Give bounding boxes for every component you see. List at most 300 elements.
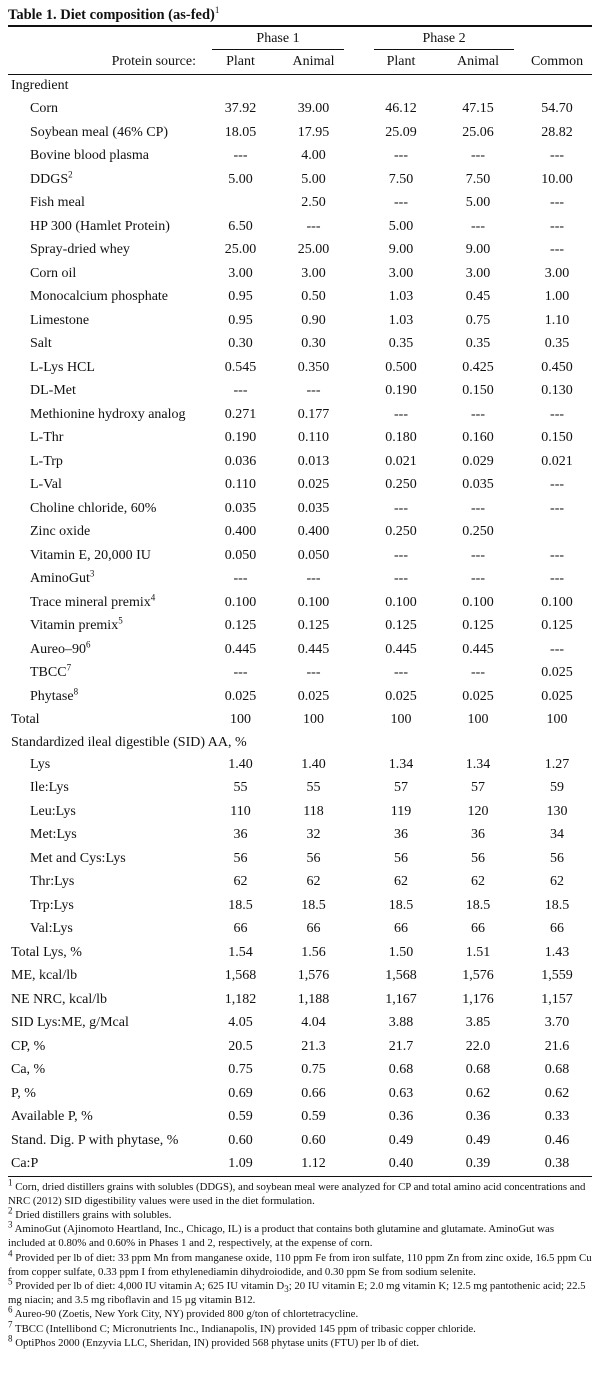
value-cell: 0.68 xyxy=(388,1062,414,1077)
row-label-text: L-Thr xyxy=(30,430,64,445)
value-cell: 5.00 xyxy=(388,218,414,234)
value-cell: 0.95 xyxy=(228,312,253,328)
value-cell: 1.43 xyxy=(544,944,570,960)
row-label xyxy=(8,121,206,145)
column-gap xyxy=(352,917,368,941)
column-gap xyxy=(352,356,368,380)
value-cell: 120 xyxy=(467,803,489,819)
value-cell: 25.09 xyxy=(385,124,417,140)
table-row xyxy=(8,544,592,568)
column-gap xyxy=(352,168,368,192)
row-label xyxy=(8,638,206,662)
value-cell: 1.27 xyxy=(544,756,570,772)
diet-composition-table xyxy=(8,27,592,1177)
table-row xyxy=(8,121,592,145)
value-cell: 0.025 xyxy=(541,665,573,680)
column-gap xyxy=(352,215,368,239)
value-cell: 0.050 xyxy=(224,547,257,563)
row-label xyxy=(8,661,206,685)
row-label-text: L-Val xyxy=(30,477,62,492)
value-cell: 56 xyxy=(550,850,565,866)
value-cell: 100 xyxy=(390,712,412,727)
value-cell: 55 xyxy=(306,780,321,795)
table-row xyxy=(8,426,592,450)
value-cell: 0.68 xyxy=(544,1062,570,1077)
value-cell: 0.100 xyxy=(385,594,417,610)
value-cell: 25.06 xyxy=(462,124,494,140)
row-label xyxy=(8,870,206,894)
value-cell: 56 xyxy=(394,850,409,866)
value-cell: --- xyxy=(394,500,409,516)
column-gap xyxy=(352,262,368,286)
row-label-text: Available P, % xyxy=(11,1109,93,1124)
table-row xyxy=(8,917,592,941)
value-cell: 0.125 xyxy=(541,618,573,633)
value-cell: 0.100 xyxy=(462,594,494,610)
value-cell: 56 xyxy=(471,850,486,866)
row-label xyxy=(8,614,206,638)
value-cell: 0.75 xyxy=(228,1062,253,1077)
column-gap xyxy=(352,97,368,121)
value-cell: 5.00 xyxy=(301,171,326,187)
value-cell: 0.63 xyxy=(388,1085,414,1101)
table-row xyxy=(8,685,592,709)
footnote-3: $^3$ AminoGut (Ajinomoto Heartland, Inc., Chicago, IL) is a product that contains both glutamine and glutamate. AminoGut was included at 0.80% and 0.60% in Phases 1 and 2, respectively, at the expense of corn. xyxy=(8,1219,555,1250)
row-label xyxy=(8,591,206,615)
value-cell: --- xyxy=(233,148,248,163)
row-label xyxy=(8,894,206,918)
value-cell: 0.350 xyxy=(297,359,330,375)
table-row xyxy=(8,638,592,662)
footnote-ref: 4 xyxy=(150,591,156,602)
value-cell: 0.36 xyxy=(465,1109,491,1124)
row-label xyxy=(8,1082,206,1106)
value-cell: 0.013 xyxy=(297,453,330,469)
table-title xyxy=(8,5,592,27)
value-cell: 119 xyxy=(390,803,412,819)
value-cell: 0.130 xyxy=(541,383,573,398)
table-row xyxy=(8,356,592,380)
value-cell: 0.35 xyxy=(465,336,491,351)
row-label-text: Aureo–90 xyxy=(30,641,86,657)
value-cell: 5.00 xyxy=(465,195,491,210)
column-gap xyxy=(352,403,368,427)
value-cell: --- xyxy=(394,148,409,163)
column-gap xyxy=(352,238,368,262)
value-cell: --- xyxy=(550,148,565,163)
row-label xyxy=(8,917,206,941)
source-header: Animal xyxy=(275,50,352,75)
row-label-text: Bovine blood plasma xyxy=(30,148,149,163)
column-gap xyxy=(352,776,368,800)
value-cell: --- xyxy=(394,571,409,586)
value-cell: --- xyxy=(233,665,248,680)
value-cell: 0.160 xyxy=(462,430,494,445)
value-cell: 6.50 xyxy=(228,218,253,234)
row-label xyxy=(8,988,206,1012)
table-row xyxy=(8,97,592,121)
column-gap xyxy=(352,309,368,333)
value-cell: 0.39 xyxy=(434,1152,522,1176)
row-label-text: Limestone xyxy=(30,312,90,328)
column-gap xyxy=(352,285,368,309)
value-cell: 4.00 xyxy=(301,148,326,163)
row-label-text: Choline chloride, 60% xyxy=(30,500,157,516)
value-cell: --- xyxy=(550,500,565,516)
table-row xyxy=(8,988,592,1012)
table-row xyxy=(8,473,592,497)
value-cell: 2.50 xyxy=(301,195,326,210)
value-cell: --- xyxy=(233,571,248,586)
value-cell: 0.190 xyxy=(385,383,417,398)
footnote-6: $^6$ Aureo-90 (Zoetis, New York City, NY) provided 800 g/ton of chlortetracycline. xyxy=(8,1304,359,1321)
value-cell: --- xyxy=(550,242,565,257)
column-gap xyxy=(352,1152,368,1176)
protein-source-label: Protein source: xyxy=(8,50,206,75)
value-cell: --- xyxy=(471,148,486,163)
row-label xyxy=(8,285,206,309)
column-gap xyxy=(352,1011,368,1035)
value-cell: --- xyxy=(394,195,409,210)
column-gap xyxy=(352,708,368,732)
row-label-text: Phytase xyxy=(30,688,74,704)
value-cell: 110 xyxy=(230,803,251,819)
table-row xyxy=(8,708,592,732)
value-cell: 0.35 xyxy=(544,336,570,351)
value-cell: 7.50 xyxy=(465,171,491,187)
row-label-text: SID Lys:ME, g/Mcal xyxy=(11,1015,129,1030)
value-cell: 0.35 xyxy=(388,336,414,351)
value-cell: 34 xyxy=(550,827,565,842)
table-body xyxy=(8,27,592,1176)
table-row xyxy=(8,753,592,777)
row-label xyxy=(8,379,206,403)
value-cell: 0.400 xyxy=(297,524,330,539)
value-cell: 55 xyxy=(233,780,248,795)
value-cell: 0.30 xyxy=(228,336,253,351)
row-label-text: Methionine hydroxy analog xyxy=(30,406,186,422)
footnotes xyxy=(8,1176,592,1350)
column-gap xyxy=(352,685,368,709)
table-row xyxy=(8,567,592,591)
value-cell: 0.66 xyxy=(301,1085,326,1101)
row-label xyxy=(8,544,206,568)
row-label xyxy=(8,1105,206,1129)
column-gap xyxy=(352,121,368,145)
value-cell: 36 xyxy=(233,827,248,842)
source-header: Common xyxy=(522,50,592,75)
value-cell: 9.00 xyxy=(465,242,491,257)
value-cell: --- xyxy=(306,218,321,234)
row-label-text: Total Lys, % xyxy=(11,944,82,960)
value-cell: 18.5 xyxy=(228,897,253,913)
value-cell: 66 xyxy=(471,921,486,936)
column-gap xyxy=(352,426,368,450)
table-row xyxy=(8,332,592,356)
value-cell: 1.51 xyxy=(465,944,491,960)
row-label xyxy=(8,309,206,333)
row-label-text: Vitamin premix xyxy=(30,618,119,633)
value-cell: 0.150 xyxy=(541,430,573,445)
value-cell: --- xyxy=(550,571,565,586)
table-row xyxy=(8,215,592,239)
value-cell: 0.110 xyxy=(225,477,256,492)
value-cell: 1.09 xyxy=(206,1152,275,1176)
table-row xyxy=(8,285,592,309)
column-gap xyxy=(352,379,368,403)
row-label-text: L-Trp xyxy=(30,453,63,469)
value-cell: 0.75 xyxy=(465,312,491,328)
value-cell: 0.425 xyxy=(462,359,494,375)
value-cell: 0.025 xyxy=(541,688,573,704)
row-label-text: Total xyxy=(11,712,40,727)
value-cell: 0.49 xyxy=(465,1132,491,1148)
value-cell: 0.025 xyxy=(297,477,330,492)
column-gap xyxy=(352,894,368,918)
value-cell: --- xyxy=(550,547,565,563)
value-cell: 0.100 xyxy=(541,594,573,610)
source-header: Animal xyxy=(434,50,522,75)
footnote-ref: 3 xyxy=(89,568,95,579)
value-cell: --- xyxy=(550,406,565,422)
value-cell: 100 xyxy=(467,712,489,727)
table-row xyxy=(8,238,592,262)
row-label-text: P, % xyxy=(11,1085,36,1101)
row-label xyxy=(8,520,206,544)
row-label xyxy=(8,215,206,239)
value-cell: 1,176 xyxy=(462,991,494,1007)
value-cell: 0.271 xyxy=(224,406,257,422)
row-label-text: Val:Lys xyxy=(30,921,73,936)
row-label xyxy=(8,473,206,497)
value-cell: 0.90 xyxy=(301,312,326,328)
row-label xyxy=(8,97,206,121)
value-cell: 1,568 xyxy=(224,968,257,983)
footnote-8: $^8$ OptiPhos 2000 (Enzyvia LLC, Sheridan, IN) provided 568 phytase units (FTU) per lb of diet. xyxy=(8,1333,420,1349)
row-label xyxy=(8,1011,206,1035)
value-cell: 0.021 xyxy=(385,453,417,469)
value-cell: 3.00 xyxy=(465,265,491,281)
column-gap xyxy=(352,497,368,521)
value-cell: 1.03 xyxy=(388,312,414,328)
value-cell: 21.7 xyxy=(388,1038,414,1054)
row-label xyxy=(8,1035,206,1059)
value-cell: 3.00 xyxy=(388,265,414,281)
value-cell: 21.3 xyxy=(301,1038,326,1054)
row-label xyxy=(8,823,206,847)
table-row xyxy=(8,450,592,474)
value-cell: 62 xyxy=(233,874,248,889)
value-cell: 1,167 xyxy=(385,991,417,1007)
row-label xyxy=(8,332,206,356)
row-label xyxy=(8,1129,206,1153)
column-gap xyxy=(352,1058,368,1082)
table-row xyxy=(8,776,592,800)
table-row xyxy=(8,1011,592,1035)
value-cell: 3.00 xyxy=(544,265,570,281)
value-cell: 0.445 xyxy=(462,641,494,657)
column-gap xyxy=(352,332,368,356)
value-cell: 0.125 xyxy=(224,618,257,633)
column-gap xyxy=(352,1105,368,1129)
value-cell: --- xyxy=(550,218,565,234)
column-gap xyxy=(352,1129,368,1153)
value-cell: 0.035 xyxy=(462,477,494,492)
row-label-text: Soybean meal (46% CP) xyxy=(30,124,169,140)
value-cell: 57 xyxy=(471,780,486,795)
row-label-text: Ca, % xyxy=(11,1062,46,1077)
value-cell: 0.400 xyxy=(224,524,257,539)
value-cell: --- xyxy=(550,195,565,210)
table-row xyxy=(8,591,592,615)
row-label-text: Spray-dried whey xyxy=(30,242,130,257)
value-cell: --- xyxy=(233,383,248,398)
value-cell: 62 xyxy=(550,874,565,889)
table-row xyxy=(8,941,592,965)
sid-section-header-row xyxy=(8,732,592,753)
row-label-text: DL-Met xyxy=(30,383,76,398)
value-cell: 62 xyxy=(394,874,409,889)
value-cell: 0.036 xyxy=(224,453,257,469)
value-cell: 28.82 xyxy=(541,124,573,140)
value-cell: 3.85 xyxy=(465,1015,491,1030)
row-label-text: Monocalcium phosphate xyxy=(30,289,169,304)
value-cell: 1.12 xyxy=(275,1152,352,1176)
value-cell: --- xyxy=(471,547,486,563)
column-gap xyxy=(352,544,368,568)
value-cell: 1.00 xyxy=(544,289,570,304)
table-row xyxy=(8,661,592,685)
row-label xyxy=(8,497,206,521)
table-title-text: Table 1. Diet composition (as-fed) xyxy=(8,7,215,23)
row-label xyxy=(8,753,206,777)
column-gap xyxy=(352,520,368,544)
row-label-text: L-Lys HCL xyxy=(30,359,95,375)
value-cell: 0.68 xyxy=(465,1062,491,1077)
column-gap xyxy=(352,823,368,847)
row-label xyxy=(8,191,206,215)
value-cell: 17.95 xyxy=(297,124,330,140)
row-label-text: ME, kcal/lb xyxy=(11,968,78,983)
value-cell: 0.30 xyxy=(301,336,326,351)
value-cell: 25.00 xyxy=(297,242,330,257)
value-cell: 0.75 xyxy=(301,1062,326,1077)
value-cell: 0.45 xyxy=(465,289,491,304)
row-label-text: Lys xyxy=(30,756,51,772)
value-cell: 0.36 xyxy=(388,1109,414,1124)
table-row xyxy=(8,403,592,427)
row-label-text: CP, % xyxy=(11,1038,46,1054)
table-row xyxy=(8,520,592,544)
value-cell: --- xyxy=(306,383,321,398)
column-gap xyxy=(352,964,368,988)
column-gap xyxy=(352,144,368,168)
source-header: Plant xyxy=(206,50,275,75)
row-label-text: Corn xyxy=(30,101,58,116)
value-cell: --- xyxy=(394,406,409,422)
footnote-ref: 5 xyxy=(118,615,123,626)
value-cell: 56 xyxy=(306,850,321,866)
table-row xyxy=(8,870,592,894)
value-cell: 21.6 xyxy=(544,1038,570,1054)
row-label-text: Vitamin E, 20,000 IU xyxy=(30,547,151,563)
footnote-ref: 2 xyxy=(68,168,73,179)
value-cell: 0.110 xyxy=(298,430,329,445)
value-cell: 3.00 xyxy=(228,265,253,281)
value-cell xyxy=(206,191,275,215)
value-cell: 66 xyxy=(394,921,409,936)
phase-1-header: Phase 1 xyxy=(212,28,344,50)
table-row xyxy=(8,614,592,638)
value-cell: 1,568 xyxy=(385,968,417,983)
table-row xyxy=(8,1105,592,1129)
table-row xyxy=(8,1152,592,1176)
value-cell: 0.125 xyxy=(462,618,494,633)
row-label-text: Stand. Dig. P with phytase, % xyxy=(11,1132,179,1148)
value-cell: --- xyxy=(306,571,321,586)
phase-header-row xyxy=(8,27,592,50)
value-cell: 100 xyxy=(230,712,251,727)
value-cell: 7.50 xyxy=(388,171,414,187)
table-row xyxy=(8,1129,592,1153)
value-cell: 46.12 xyxy=(385,101,417,116)
row-label-text: Ile:Lys xyxy=(30,780,69,795)
row-label-text: Leu:Lys xyxy=(30,803,76,819)
value-cell: 37.92 xyxy=(224,101,257,116)
value-cell: 0.025 xyxy=(462,688,494,704)
value-cell: 0.125 xyxy=(385,618,417,633)
row-label xyxy=(8,403,206,427)
table-row xyxy=(8,497,592,521)
value-cell: 18.5 xyxy=(388,897,414,913)
value-cell: 1.40 xyxy=(228,756,253,772)
value-cell: 0.59 xyxy=(301,1109,326,1124)
value-cell: 1.34 xyxy=(465,756,491,772)
value-cell: 0.125 xyxy=(297,618,330,633)
row-label xyxy=(8,800,206,824)
column-gap xyxy=(352,753,368,777)
table-row xyxy=(8,823,592,847)
row-label xyxy=(8,941,206,965)
table-row xyxy=(8,964,592,988)
value-cell: 0.025 xyxy=(224,688,257,704)
value-cell: 66 xyxy=(306,921,321,936)
footnote-ref: 7 xyxy=(66,662,72,673)
value-cell: 57 xyxy=(394,780,409,795)
row-label-text: Trace mineral premix xyxy=(30,594,151,610)
value-cell: 62 xyxy=(471,874,486,889)
value-cell: 118 xyxy=(303,803,324,819)
value-cell: 100 xyxy=(546,712,568,727)
value-cell: 4.04 xyxy=(301,1015,326,1030)
table-row xyxy=(8,309,592,333)
row-label xyxy=(8,168,206,192)
value-cell: 32 xyxy=(306,827,321,842)
table-row xyxy=(8,379,592,403)
value-cell: 1,576 xyxy=(297,968,330,983)
footnote-ref: 8 xyxy=(73,685,79,696)
value-cell: 0.49 xyxy=(388,1132,414,1148)
value-cell: 39.00 xyxy=(297,101,330,116)
row-label xyxy=(8,262,206,286)
row-label xyxy=(8,708,206,732)
value-cell: 1,576 xyxy=(462,968,494,983)
value-cell: --- xyxy=(471,571,486,586)
column-gap xyxy=(352,1082,368,1106)
row-label-text: TBCC xyxy=(30,665,67,680)
value-cell: 1.10 xyxy=(544,312,570,328)
value-cell: 0.500 xyxy=(385,359,417,375)
